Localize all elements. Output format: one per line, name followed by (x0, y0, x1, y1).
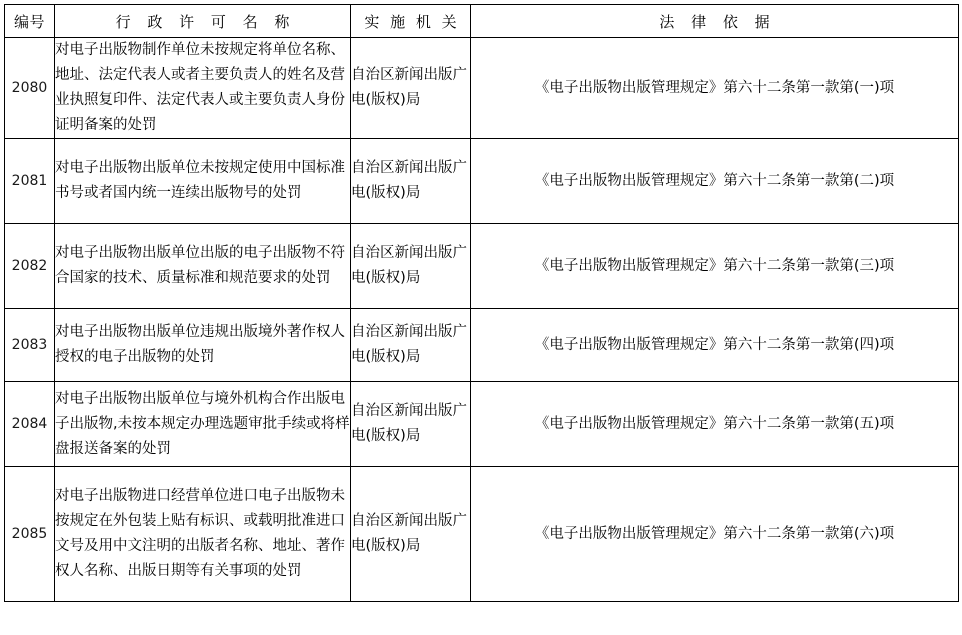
cell-legal-basis: 《电子出版物出版管理规定》第六十二条第一款第(一)项 (471, 38, 959, 139)
column-header-implementing-agency: 实 施 机 关 (351, 5, 471, 38)
cell-legal-basis: 《电子出版物出版管理规定》第六十二条第一款第(五)项 (471, 382, 959, 467)
table-header (5, 5, 959, 38)
administrative-permit-table (4, 4, 959, 602)
column-header-id: 编号 (5, 5, 55, 38)
cell-id: 2085 (5, 467, 55, 602)
table-row (5, 224, 959, 309)
cell-implementing-agency: 自治区新闻出版广电(版权)局 (351, 139, 471, 224)
cell-id: 2084 (5, 382, 55, 467)
table-row (5, 309, 959, 382)
cell-legal-basis: 《电子出版物出版管理规定》第六十二条第一款第(三)项 (471, 224, 959, 309)
cell-id: 2082 (5, 224, 55, 309)
cell-permit-name: 对电子出版物出版单位与境外机构合作出版电子出版物,未按本规定办理选题审批手续或将样盘报送备案的处罚 (55, 382, 351, 467)
cell-implementing-agency: 自治区新闻出版广电(版权)局 (351, 224, 471, 309)
cell-permit-name: 对电子出版物进口经营单位进口电子出版物未按规定在外包装上贴有标识、或载明批准进口文号及用中文注明的出版者名称、地址、著作权人名称、出版日期等有关事项的处罚 (55, 467, 351, 602)
cell-permit-name: 对电子出版物制作单位未按规定将单位名称、地址、法定代表人或者主要负责人的姓名及营业执照复印件、法定代表人或主要负责人身份证明备案的处罚 (55, 38, 351, 139)
cell-legal-basis: 《电子出版物出版管理规定》第六十二条第一款第(六)项 (471, 467, 959, 602)
table-row (5, 382, 959, 467)
cell-id: 2080 (5, 38, 55, 139)
cell-implementing-agency: 自治区新闻出版广电(版权)局 (351, 309, 471, 382)
cell-legal-basis: 《电子出版物出版管理规定》第六十二条第一款第(二)项 (471, 139, 959, 224)
cell-legal-basis: 《电子出版物出版管理规定》第六十二条第一款第(四)项 (471, 309, 959, 382)
cell-id: 2081 (5, 139, 55, 224)
table-header-row (5, 5, 959, 38)
column-header-legal-basis: 法 律 依 据 (471, 5, 959, 38)
cell-permit-name: 对电子出版物出版单位出版的电子出版物不符合国家的技术、质量标准和规范要求的处罚 (55, 224, 351, 309)
cell-implementing-agency: 自治区新闻出版广电(版权)局 (351, 382, 471, 467)
cell-permit-name: 对电子出版物出版单位未按规定使用中国标准书号或者国内统一连续出版物号的处罚 (55, 139, 351, 224)
table-row (5, 38, 959, 139)
cell-implementing-agency: 自治区新闻出版广电(版权)局 (351, 467, 471, 602)
document-page (0, 4, 962, 635)
column-header-permit-name: 行 政 许 可 名 称 (55, 5, 351, 38)
cell-id: 2083 (5, 309, 55, 382)
table-row (5, 467, 959, 602)
cell-permit-name: 对电子出版物出版单位违规出版境外著作权人授权的电子出版物的处罚 (55, 309, 351, 382)
cell-implementing-agency: 自治区新闻出版广电(版权)局 (351, 38, 471, 139)
table-row (5, 139, 959, 224)
table-body (5, 38, 959, 602)
